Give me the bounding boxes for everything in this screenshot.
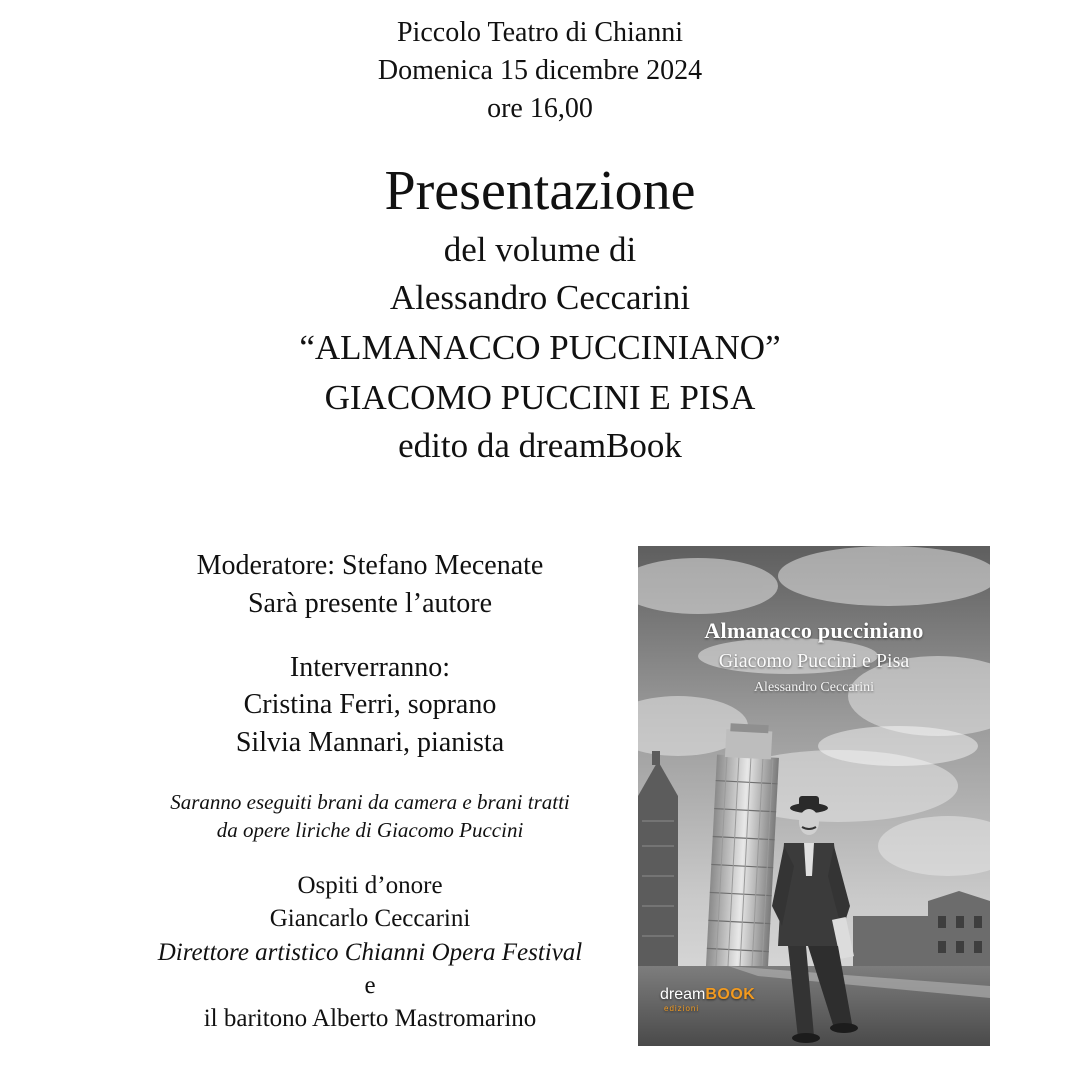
publisher-logo-part1: dream [660,986,706,1003]
guest2: il baritono Alberto Mastromarino [203,1005,537,1032]
book-cover [638,546,990,1046]
guest1-role: Direttore artistico Chianni Opera Festival [157,939,583,966]
speakers-heading: Interverranno: [289,652,451,683]
author-present: Sarà presente l’autore [247,588,493,619]
event-venue: Piccolo Teatro di Chianni [396,17,684,48]
guest1-name: Giancarlo Ceccarini [269,905,471,932]
publisher-logo-part2: BOOK [705,986,756,1003]
speaker-pianist: Silvia Mannari, pianista [235,727,505,758]
book-subtitle: GIACOMO PUCCINI E PISA [324,378,756,417]
cover-author: Alessandro Ceccarini [753,680,875,695]
conjunction: e [364,972,376,999]
cover-subtitle: Giacomo Puccini e Pisa [718,650,910,672]
publisher-line: edito da dreamBook [398,426,682,465]
event-time: ore 16,00 [487,93,593,124]
speaker-soprano: Cristina Ferri, soprano [243,689,497,720]
book-title: “ALMANACCO PUCCINIANO” [299,328,781,367]
book-author: Alessandro Ceccarini [389,278,691,317]
page-title: Presentazione [384,160,696,222]
event-date: Domenica 15 dicembre 2024 [377,55,703,86]
cover-title: Almanacco pucciniano [704,618,924,643]
publisher-logo [660,986,756,1013]
program-line-2: da opere liriche di Giacomo Puccini [216,818,524,842]
guests-heading: Ospiti d’onore [297,872,443,899]
volume-intro: del volume di [443,230,637,269]
moderator: Moderatore: Stefano Mecenate [196,550,544,581]
program-line-1: Saranno eseguiti brani da camera e brani tratti [170,790,570,814]
publisher-logo-sub: edizioni [664,1004,700,1013]
